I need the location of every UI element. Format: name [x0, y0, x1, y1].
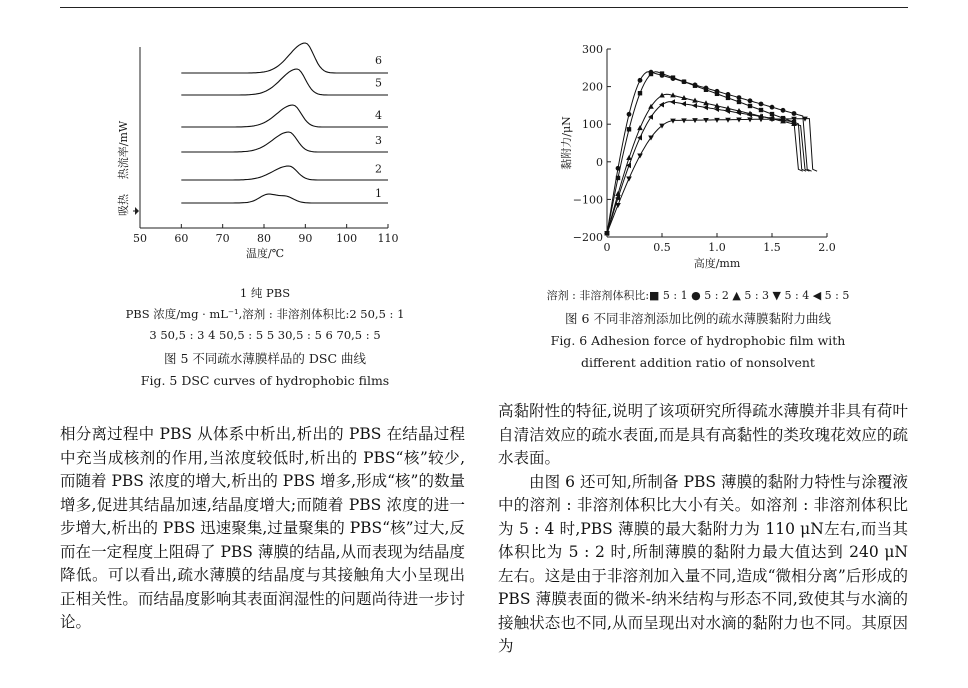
fig6-marker-triangle-left — [681, 101, 686, 107]
left-column-text — [60, 423, 465, 635]
fig6-marker-triangle-left — [703, 105, 708, 111]
fig5-legend-line2: 3 50,5 : 3 4 50,5 : 5 5 30,5 : 5 6 70,5 : 5 — [149, 328, 381, 342]
fig6-marker-circle — [627, 112, 632, 117]
fig6-x-tick-label: 0.5 — [653, 241, 671, 254]
fig6-adhesion-chart — [545, 35, 905, 285]
fig6-marker-circle — [737, 95, 742, 100]
endotherm-arrow-icon — [133, 207, 139, 215]
fig6-marker-circle — [759, 102, 764, 107]
fig6-marker-triangle-left — [670, 99, 675, 105]
fig5-dsc-chart — [105, 35, 425, 275]
fig5-x-tick-labels — [133, 232, 399, 245]
fig5-x-ticks — [140, 224, 388, 228]
fig5-curve-label: 2 — [375, 162, 382, 176]
fig6-y-tick-labels — [573, 43, 603, 244]
fig6-marker-circle — [715, 89, 720, 94]
fig6-series-2 — [607, 72, 812, 234]
fig5-curve-6 — [181, 43, 388, 73]
fig6-marker-circle — [660, 73, 665, 78]
fig6-marker-triangle-down — [703, 118, 709, 123]
fig6-y-tick-label: 100 — [582, 118, 603, 132]
fig5-curve-label: 3 — [375, 134, 382, 147]
fig6-marker-circle — [693, 83, 698, 88]
fig6-series-1 — [607, 72, 806, 234]
fig5-curve-label: 4 — [375, 108, 382, 122]
fig6-marker-square — [627, 127, 631, 131]
fig6-x-ticks — [607, 233, 827, 237]
fig5-curve-1 — [181, 194, 388, 203]
fig5-x-tick-label: 50 — [133, 232, 147, 245]
fig5-ylabel: 热流率/mW — [117, 120, 130, 180]
fig6-marker-circle — [682, 79, 687, 84]
fig6-marker-circle — [704, 86, 709, 91]
fig6-y-tick-label: 200 — [582, 80, 603, 94]
fig6-marker-triangle-left — [648, 114, 653, 120]
fig6-marker-triangle-left — [692, 103, 697, 109]
fig6-marker-circle — [726, 92, 731, 97]
fig6-x-tick-labels — [604, 241, 836, 254]
fig6-marker-circle — [781, 108, 786, 113]
fig6-y-tick-label: 0 — [596, 155, 603, 169]
fig6-series-4 — [607, 119, 817, 234]
fig6-marker-circle — [616, 166, 621, 171]
fig6-series-5 — [607, 102, 803, 234]
fig6-x-tick-label: 2.0 — [818, 241, 836, 254]
fig6-marker-square — [616, 176, 620, 180]
fig5-curve-3 — [181, 132, 388, 152]
fig5-x-tick-label: 80 — [257, 232, 271, 245]
right-paragraph-2: 由图 6 还可知,所制备 PBS 薄膜的黏附力特性与涂覆液中的溶剂 : 非溶剂体积比大小有关。如溶剂 : 非溶剂体积比为 5 : 4 时,PBS 薄膜的最大黏附力为 110 μN左右,而当其体积比为 5 : 2 时,所制薄膜的黏附力最大值达到 240 μN 左右。这是由于非溶剂加入量不同,造成“微相分离”后形成的 PBS 薄膜表面的微米-纳米结构与形态不同,致使其与水滴的接触状态也不同,从而呈现出对水滴的黏附力也不同。其原因为 — [498, 472, 908, 655]
fig5-curves — [181, 43, 388, 203]
fig5-x-tick-label: 100 — [336, 232, 358, 245]
fig6-y-ticks — [607, 49, 611, 237]
fig6-marker-square — [748, 104, 752, 108]
fig6-marker-triangle-down — [747, 117, 753, 122]
fig5-x-tick-label: 70 — [215, 232, 230, 245]
fig6-marker-triangle-down — [725, 118, 731, 123]
fig5-caption-en: Fig. 5 DSC curves of hydrophobic films — [140, 373, 390, 388]
fig5-curve-label: 1 — [375, 187, 382, 200]
fig6-marker-circle — [671, 76, 676, 81]
fig5-endotherm-label: 吸热 — [117, 194, 130, 216]
fig6-curves — [607, 72, 817, 234]
fig5-x-tick-label: 110 — [377, 232, 399, 245]
fig6-marker-triangle-up — [637, 125, 643, 130]
right-paragraph-1: 高黏附性的特征,说明了该项研究所得疏水薄膜并非具有荷叶自清洁效应的疏水表面,而是具有高黏性的类玫瑰花效应的疏水表面。 — [498, 402, 908, 467]
fig6-xlabel: 高度/mm — [693, 257, 741, 270]
fig6-marker-triangle-up — [626, 155, 632, 160]
fig6-marker-square — [638, 91, 642, 95]
fig6-series-3 — [607, 94, 809, 233]
fig6-y-tick-label: −100 — [572, 193, 603, 207]
fig6-marker-triangle-down — [637, 154, 643, 159]
fig6-x-tick-label: 1.5 — [763, 241, 781, 254]
fig5-xlabel: 温度/℃ — [245, 247, 285, 260]
fig6-marker-triangle-down — [626, 176, 632, 181]
header-rule — [60, 7, 908, 8]
fig6-x-tick-label: 0 — [603, 241, 611, 254]
fig6-x-tick-label: 1.0 — [708, 241, 726, 254]
fig6-y-tick-label: −200 — [572, 231, 603, 244]
fig6-caption-en1: Fig. 6 Adhesion force of hydrophobic film with — [550, 333, 846, 348]
fig6-marker-circle — [792, 111, 797, 116]
fig6-marker-circle — [770, 105, 775, 110]
fig6-ylabel: 黏附力/μN — [560, 116, 573, 170]
fig6-marker-triangle-down — [681, 118, 687, 123]
fig6-y-tick-label: 300 — [582, 43, 603, 56]
fig6-caption-cn: 图 6 不同非溶剂添加比例的疏水薄膜黏附力曲线 — [565, 311, 831, 326]
left-paragraph: 相分离过程中 PBS 从体系中析出,析出的 PBS 在结晶过程中充当成核剂的作用,当浓度较低时,析出的 PBS“核”较少,而随着 PBS 浓度的增大,析出的 PBS 增多,形成“核”的数量增多,促进其结晶加速,结晶度增大;而随着 PBS 浓度的进一步增大,析出的 PBS 迅速聚集,过量聚集的 PBS“核”过大,反而在一定程度上阻碍了 PBS 薄膜的结晶,从而表现为结晶度降低。可以看出,疏水薄膜的结晶度与其接触角大小呈现出正相关性。而结晶度影响其表面润湿性的问题尚待进一步讨论。 — [60, 425, 465, 631]
fig6-marker-square — [770, 112, 774, 116]
fig5-curve-label: 5 — [375, 76, 382, 90]
fig5-caption-cn: 图 5 不同疏水薄膜样品的 DSC 曲线 — [164, 351, 366, 366]
fig6-marker-square — [737, 100, 741, 104]
fig5-curve-2 — [181, 166, 388, 180]
fig6-caption-en2: different addition ratio of nonsolvent — [581, 355, 815, 370]
fig6-marker-circle — [638, 78, 643, 83]
fig5-legend-line1: PBS 浓度/mg · mL⁻¹,溶剂 : 非溶剂体积比:2 50,5 : 1 — [125, 307, 405, 321]
fig6-legend: 溶剂 : 非溶剂体积比:■ 5 : 1 ● 5 : 2 ▲ 5 : 3 ▼ 5 : 4 ◀ 5 : 5 — [546, 289, 850, 302]
fig5-x-tick-label: 60 — [174, 232, 189, 245]
fig5-x-tick-label: 90 — [298, 232, 313, 245]
fig6-marker-square — [759, 108, 763, 112]
right-column-text — [498, 400, 908, 659]
fig5-curve-label: 6 — [375, 54, 382, 67]
fig5-legend-title: 1 纯 PBS — [239, 286, 291, 300]
fig6-marker-circle — [649, 70, 654, 75]
fig6-marker-circle — [748, 98, 753, 103]
fig5-curve-4 — [181, 105, 388, 127]
